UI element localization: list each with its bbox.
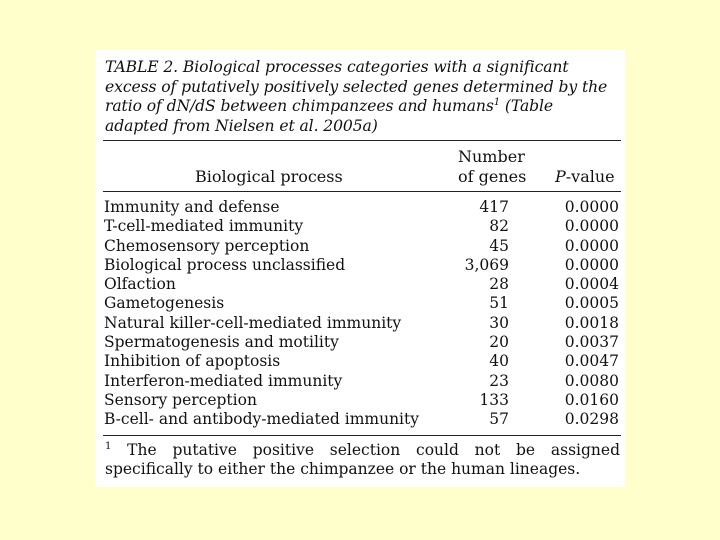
header-number-of-genes <box>458 147 538 187</box>
cell-process: Gametogenesis <box>104 294 225 313</box>
cell-genes: 133 <box>479 390 509 409</box>
table-caption <box>105 58 620 136</box>
header-biological-process: Biological process <box>195 167 343 186</box>
table-body <box>104 198 619 430</box>
cell-process: T-cell-mediated immunity <box>104 217 304 236</box>
cell-genes: 23 <box>489 371 509 390</box>
header-genes-line1: Number <box>458 147 525 166</box>
cell-genes: 30 <box>489 313 509 332</box>
table-row <box>104 314 619 333</box>
cell-process: Immunity and defense <box>104 198 280 216</box>
cell-process: Chemosensory perception <box>104 236 310 255</box>
cell-genes: 3,069 <box>464 255 509 274</box>
cell-pvalue: 0.0000 <box>564 236 619 255</box>
cell-pvalue: 0.0000 <box>564 255 619 274</box>
header-p-rest: -value <box>565 167 615 186</box>
caption-text: Biological processes categories with a significant excess of putatively positively selected genes determined by the ratio of dN/dS between chimpanzees and humans <box>105 58 608 115</box>
header-rule <box>103 191 621 192</box>
cell-genes: 82 <box>489 217 509 236</box>
table-footnote <box>105 441 620 479</box>
cell-process: Olfaction <box>104 275 176 294</box>
cell-pvalue: 0.0080 <box>564 371 619 390</box>
cell-process: Inhibition of apoptosis <box>104 352 281 371</box>
cell-pvalue: 0.0018 <box>564 313 619 332</box>
cell-genes: 417 <box>479 198 509 216</box>
bottom-rule <box>103 435 621 436</box>
cell-pvalue: 0.0000 <box>564 198 619 216</box>
table-row <box>104 256 619 275</box>
cell-genes: 51 <box>489 294 509 313</box>
cell-genes: 20 <box>489 333 509 352</box>
table-row <box>104 198 619 217</box>
top-rule <box>103 140 621 141</box>
cell-process: Biological process unclassified <box>104 255 346 274</box>
cell-genes: 28 <box>489 275 509 294</box>
cell-genes: 40 <box>489 352 509 371</box>
cell-genes: 45 <box>489 236 509 255</box>
header-p-italic: P <box>555 167 566 186</box>
table-row <box>104 372 619 391</box>
table-row <box>104 217 619 236</box>
table-row <box>104 275 619 294</box>
cell-pvalue: 0.0004 <box>564 275 619 294</box>
cell-pvalue: 0.0000 <box>564 217 619 236</box>
cell-process: Interferon-mediated immunity <box>104 371 343 390</box>
cell-pvalue: 0.0298 <box>564 410 619 429</box>
cell-pvalue: 0.0005 <box>564 294 619 313</box>
cell-process: B-cell- and antibody-mediated immunity <box>104 410 420 429</box>
cell-pvalue: 0.0037 <box>564 333 619 352</box>
footnote-text: The putative positive selection could not be assigned specifically to either the chimpanzee or the human lineages. <box>105 441 620 478</box>
cell-process: Sensory perception <box>104 390 257 409</box>
caption-footnote-mark: 1 <box>493 96 501 108</box>
header-genes-line2: of genes <box>458 167 527 186</box>
footnote-mark: 1 <box>105 440 112 452</box>
table-label: TABLE 2. <box>105 58 179 76</box>
header-p-value <box>555 167 615 187</box>
table-row <box>104 333 619 352</box>
table-row <box>104 352 619 371</box>
table-row <box>104 410 619 429</box>
cell-process: Spermatogenesis and motility <box>104 333 339 352</box>
table-figure <box>95 50 625 487</box>
cell-pvalue: 0.0047 <box>564 352 619 371</box>
cell-pvalue: 0.0160 <box>564 390 619 409</box>
table-row <box>104 391 619 410</box>
table-row <box>104 237 619 256</box>
table-row <box>104 294 619 313</box>
cell-genes: 57 <box>489 410 509 429</box>
cell-process: Natural killer-cell-mediated immunity <box>104 313 402 332</box>
caption-source: (Table adapted from Nielsen et al. 2005a) <box>105 97 554 135</box>
